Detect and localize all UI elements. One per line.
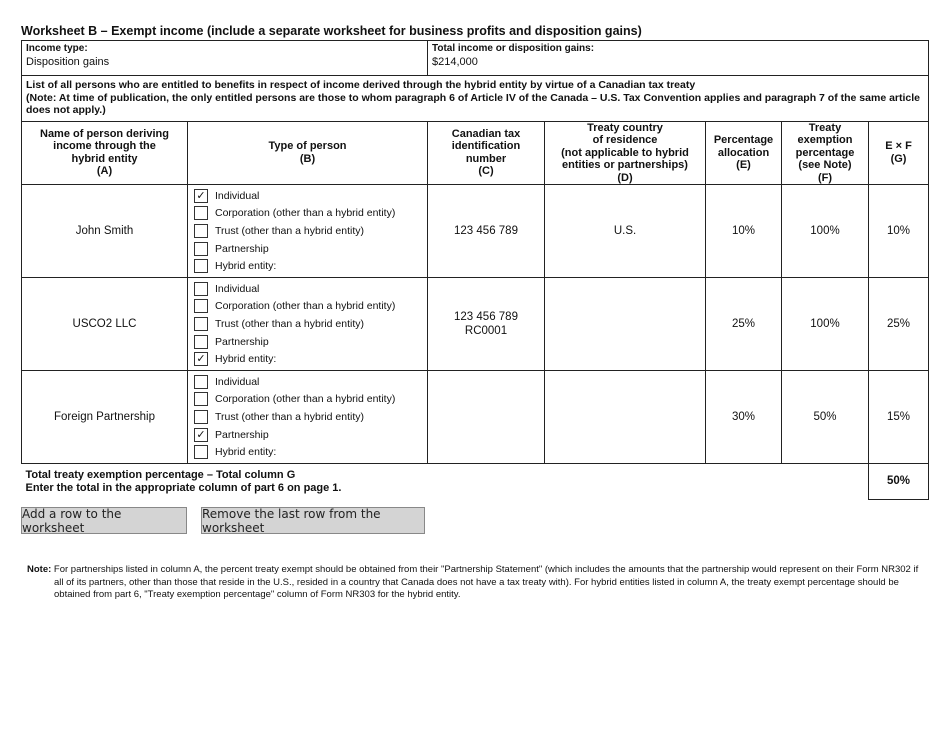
person-type-checkbox[interactable]: [194, 299, 208, 313]
person-type-label: Corporation (other than a hybrid entity): [215, 207, 396, 220]
person-type-option[interactable]: [194, 350, 427, 368]
column-header-b-line: Type of person: [268, 140, 347, 153]
column-header-d-line: entities or partnerships): [562, 159, 688, 171]
column-header-g-line: (G): [890, 152, 907, 165]
person-type-checkbox[interactable]: [194, 410, 208, 424]
person-type-checkbox[interactable]: [194, 224, 208, 238]
worksheet-table: [21, 40, 929, 500]
person-type-cell: [188, 277, 428, 370]
person-type-option[interactable]: [194, 391, 427, 409]
person-type-checkbox[interactable]: [194, 335, 208, 349]
worksheet-title: Worksheet B – Exempt income (include a separate worksheet for business profits and disposition gains): [21, 24, 642, 38]
column-header-d-line: Treaty country: [587, 121, 663, 134]
person-type-option[interactable]: [194, 240, 427, 258]
column-header-row: [22, 121, 929, 185]
person-type-label: Partnership: [215, 428, 269, 441]
column-header-b-line: (B): [299, 152, 316, 165]
product-cell: 10%: [869, 185, 929, 278]
person-type-option[interactable]: [194, 408, 427, 426]
person-type-checkbox[interactable]: [194, 392, 208, 406]
person-type-checkbox[interactable]: [194, 445, 208, 459]
exemption-cell[interactable]: 50%: [782, 370, 869, 463]
column-header-g-line: E × F: [885, 140, 912, 153]
tax-id-line: 123 456 789: [454, 310, 518, 323]
person-type-option[interactable]: [194, 426, 427, 444]
person-type-option[interactable]: [194, 222, 427, 240]
total-value: 50%: [869, 463, 929, 499]
person-type-label: Corporation (other than a hybrid entity): [215, 393, 396, 406]
column-header-f: [782, 121, 869, 185]
person-name-cell[interactable]: John Smith: [22, 185, 188, 278]
tax-id-cell[interactable]: [428, 277, 545, 370]
list-description-text: List of all persons who are entitled to benefits in respect of income derived through the hybrid entity by virtue of a Canadian tax treaty: [26, 79, 696, 91]
column-header-c-line: Canadian tax: [451, 127, 521, 140]
worksheet-table-wrap: [21, 40, 928, 500]
person-type-checkbox[interactable]: [194, 375, 208, 389]
note-text: For partnerships listed in column A, the percent treaty exempt should be obtained from their "Partnership Statement" (which includes the amounts that the partnership would represent on their Form NR302 if all of its partners, other than those that reside in the U.S., resided in a country that Canada does not have a tax treaty with). For hybrid entities listed in column A, the treaty exempt percentage should be obtained from part 6, "Treaty exemption percentage" column of Form NR303 for the hybrid entity.: [53, 564, 919, 600]
column-header-c: [428, 121, 545, 185]
allocation-cell[interactable]: 30%: [706, 370, 782, 463]
person-type-label: Trust (other than a hybrid entity): [215, 224, 365, 237]
column-header-c-line: identification: [451, 140, 521, 153]
person-type-label: Corporation (other than a hybrid entity): [215, 300, 396, 313]
table-row: [22, 370, 929, 463]
column-header-g: [869, 121, 929, 185]
column-header-b: [188, 121, 428, 185]
add-row-button[interactable]: Add a row to the worksheet: [21, 507, 187, 534]
person-type-checkbox[interactable]: ✓: [194, 352, 208, 366]
person-type-option[interactable]: [194, 333, 427, 351]
column-header-a-line: (A): [96, 165, 113, 178]
person-type-label: Individual: [215, 189, 260, 202]
person-type-checkbox[interactable]: ✓: [194, 189, 208, 203]
table-row: [22, 185, 929, 278]
tax-id-cell[interactable]: [428, 185, 545, 278]
person-type-label: Trust (other than a hybrid entity): [215, 317, 365, 330]
total-label-line2: Enter the total in the appropriate column of part 6 on page 1.: [25, 481, 342, 494]
person-type-checkbox[interactable]: [194, 206, 208, 220]
person-type-checkbox[interactable]: [194, 282, 208, 296]
allocation-cell[interactable]: 10%: [706, 185, 782, 278]
person-name-cell[interactable]: Foreign Partnership: [22, 370, 188, 463]
column-header-e-line: Percentage: [713, 134, 774, 146]
person-type-option[interactable]: [194, 187, 427, 205]
income-type-field[interactable]: Disposition gains: [22, 56, 428, 76]
person-type-checkbox[interactable]: [194, 242, 208, 256]
treaty-country-cell[interactable]: [545, 277, 706, 370]
person-type-label: Hybrid entity:: [215, 353, 277, 366]
column-header-d-line: (not applicable to hybrid: [561, 146, 689, 159]
person-type-checkbox[interactable]: [194, 317, 208, 331]
column-header-a-line: hybrid entity: [71, 152, 138, 165]
person-type-option[interactable]: [194, 205, 427, 223]
person-type-option[interactable]: [194, 298, 427, 316]
column-header-a-line: income through the: [53, 140, 156, 153]
person-type-label: Hybrid entity:: [215, 260, 277, 273]
person-name-cell[interactable]: USCO2 LLC: [22, 277, 188, 370]
product-cell: 25%: [869, 277, 929, 370]
column-header-f-line: (F): [817, 171, 833, 184]
person-type-label: Individual: [215, 282, 260, 295]
person-type-checkbox[interactable]: [194, 259, 208, 273]
person-type-option[interactable]: [194, 280, 427, 298]
column-header-e-line: allocation: [717, 146, 770, 159]
person-type-label: Individual: [215, 375, 260, 388]
person-type-option[interactable]: [194, 373, 427, 391]
table-row: [22, 277, 929, 370]
treaty-country-cell[interactable]: U.S.: [545, 185, 706, 278]
remove-row-button[interactable]: Remove the last row from the worksheet: [201, 507, 425, 534]
tax-id-line: RC0001: [464, 324, 508, 337]
tax-id-line: 123 456 789: [454, 224, 518, 237]
total-income-field[interactable]: $214,000: [428, 56, 929, 76]
product-cell: 15%: [869, 370, 929, 463]
total-income-label: Total income or disposition gains:: [428, 41, 929, 57]
column-header-a: [22, 121, 188, 185]
column-header-d-line: of residence: [592, 134, 658, 146]
column-header-e: [706, 121, 782, 185]
person-type-checkbox[interactable]: ✓: [194, 428, 208, 442]
list-description-note: (Note: At time of publication, the only entitled persons are those to whom paragraph 6 of Article IV of the Canada – U.S. Tax Convention applies and paragraph 7 of the same article does not apply.): [26, 91, 921, 116]
column-header-c-line: number: [465, 152, 507, 165]
person-type-cell: [188, 370, 428, 463]
exemption-cell[interactable]: 100%: [782, 277, 869, 370]
note-label: Note:: [27, 564, 52, 575]
tax-id-cell[interactable]: [428, 370, 545, 463]
allocation-cell[interactable]: 25%: [706, 277, 782, 370]
total-label: [22, 463, 869, 499]
column-header-f-line: Treaty: [808, 121, 842, 134]
person-type-cell: [188, 185, 428, 278]
list-description: [22, 76, 929, 122]
total-label-line1: Total treaty exemption percentage – Total column G: [25, 469, 296, 482]
column-header-f-line: (see Note): [798, 159, 852, 171]
person-type-label: Partnership: [215, 242, 269, 255]
person-type-option[interactable]: [194, 443, 427, 461]
column-header-c-line: (C): [478, 165, 494, 178]
person-type-label: Partnership: [215, 335, 269, 348]
column-header-f-line: percentage: [795, 146, 855, 159]
person-type-option[interactable]: [194, 315, 427, 333]
person-type-option[interactable]: [194, 257, 427, 275]
person-type-label: Hybrid entity:: [215, 446, 277, 459]
column-header-a-line: Name of person deriving: [40, 127, 169, 140]
column-header-d-line: (D): [617, 171, 633, 184]
column-header-d: [545, 121, 706, 185]
person-type-label: Trust (other than a hybrid entity): [215, 410, 365, 423]
column-header-e-line: (E): [736, 159, 751, 171]
income-type-label: Income type:: [22, 41, 428, 57]
column-header-f-line: exemption: [797, 134, 853, 146]
treaty-country-cell[interactable]: [545, 370, 706, 463]
exemption-cell[interactable]: 100%: [782, 185, 869, 278]
note-paragraph: [27, 564, 927, 602]
